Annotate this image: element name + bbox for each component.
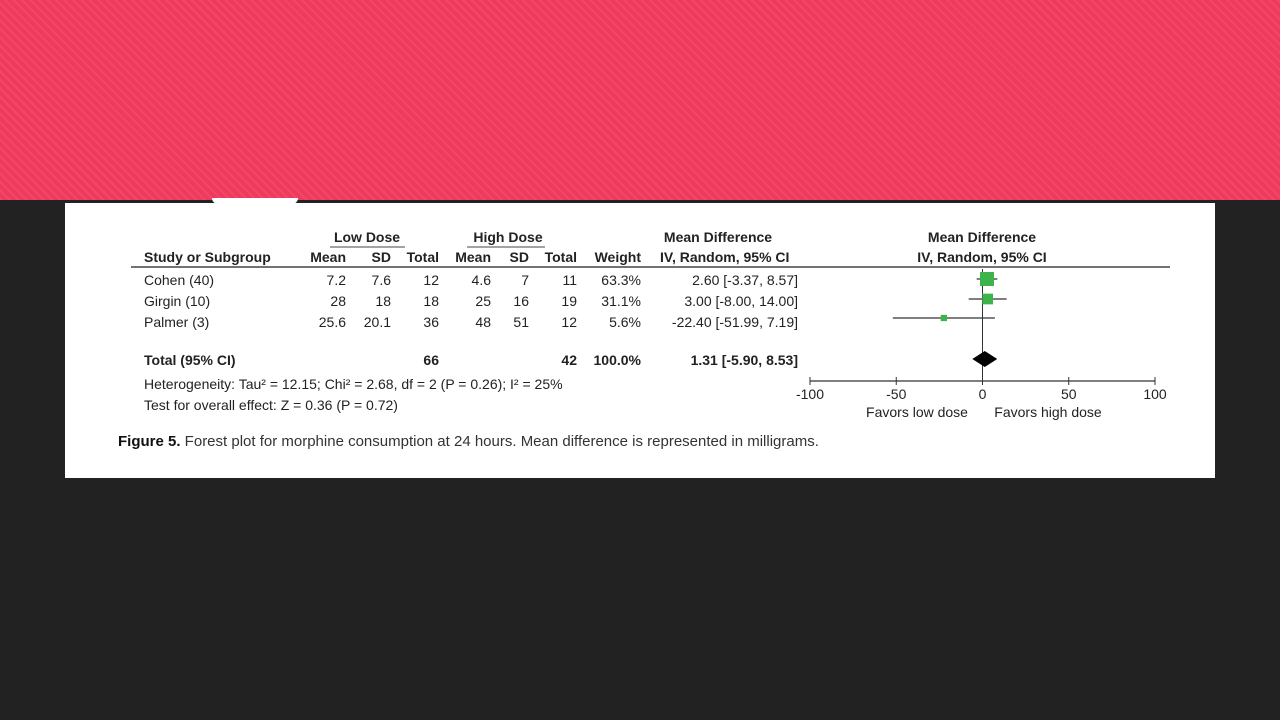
- total-weight: 100.0%: [593, 352, 641, 368]
- caption-text: Forest plot for morphine consumption at 24 hours. Mean difference is represented in milligrams.: [180, 433, 819, 450]
- col-low-mean: Mean: [310, 249, 346, 265]
- col-high-total: Total: [544, 249, 577, 265]
- study-name: Palmer (3): [144, 314, 210, 330]
- study-name: Girgin (10): [144, 293, 211, 309]
- col-method-plot: IV, Random, 95% CI: [917, 249, 1047, 265]
- forest-plot-figure: [65, 203, 1215, 478]
- ci-text: 3.00 [-8.00, 14.00]: [684, 293, 798, 309]
- overall-effect-text: Test for overall effect: Z = 0.36 (P = 0.72): [144, 397, 398, 413]
- low-mean: 25.6: [318, 314, 346, 330]
- plot-area: [796, 269, 1167, 402]
- weight: 31.1%: [601, 293, 641, 309]
- caption-label: Figure 5.: [118, 433, 181, 450]
- heterogeneity-text: Heterogeneity: Tau² = 12.15; Chi² = 2.68, df = 2 (P = 0.26); I² = 25%: [144, 376, 563, 392]
- high-sd: 51: [513, 314, 529, 330]
- figure-caption: [118, 433, 819, 450]
- low-sd: 18: [375, 293, 391, 309]
- col-study: Study or Subgroup: [144, 249, 271, 265]
- study-row: [144, 272, 798, 288]
- effect-marker: [982, 294, 993, 305]
- total-label: Total (95% CI): [144, 352, 236, 368]
- low-sd: 7.6: [371, 272, 391, 288]
- col-high-sd: SD: [509, 249, 529, 265]
- effect-marker: [941, 315, 947, 321]
- x-tick-label: -50: [886, 386, 907, 402]
- high-dose-header: High Dose: [473, 229, 543, 245]
- low-sd: 20.1: [363, 314, 391, 330]
- ci-text: 2.60 [-3.37, 8.57]: [692, 272, 798, 288]
- col-low-sd: SD: [371, 249, 391, 265]
- low-dose-header: Low Dose: [333, 229, 401, 245]
- favors-left-label: Favors low dose: [866, 404, 968, 420]
- study-name: Cohen (40): [144, 272, 215, 288]
- weight: 63.3%: [601, 272, 641, 288]
- x-tick-label: 100: [1143, 386, 1167, 402]
- high-total: 11: [562, 272, 577, 288]
- favors-right-label: Favors high dose: [994, 404, 1102, 420]
- md-ci-header: Mean Difference: [663, 229, 773, 245]
- ci-text: -22.40 [-51.99, 7.19]: [671, 314, 798, 330]
- study-row: [144, 314, 798, 330]
- high-mean: 48: [475, 314, 491, 330]
- col-weight: Weight: [594, 249, 641, 265]
- study-row: [144, 293, 798, 309]
- total-low: 66: [423, 352, 439, 368]
- x-tick-label: 50: [1060, 386, 1077, 402]
- effect-marker: [980, 272, 994, 286]
- col-high-mean: Mean: [455, 249, 491, 265]
- total-ci: 1.31 [-5.90, 8.53]: [690, 352, 798, 368]
- md-plot-header: Mean Difference: [927, 229, 1037, 245]
- col-low-total: Total: [406, 249, 439, 265]
- low-total: 12: [423, 272, 439, 288]
- high-mean: 4.6: [471, 272, 491, 288]
- low-mean: 28: [330, 293, 346, 309]
- high-mean: 25: [475, 293, 491, 309]
- header-banner: [0, 0, 1280, 200]
- total-high: 42: [561, 352, 577, 368]
- col-method: IV, Random, 95% CI: [660, 249, 790, 265]
- x-tick-label: -100: [795, 386, 825, 402]
- pooled-diamond: [972, 351, 997, 367]
- high-sd: 7: [521, 272, 529, 288]
- high-total: 12: [561, 314, 577, 330]
- total-row: [144, 352, 798, 368]
- high-sd: 16: [513, 293, 529, 309]
- low-total: 36: [423, 314, 439, 330]
- low-total: 18: [423, 293, 439, 309]
- high-total: 19: [561, 293, 577, 309]
- low-mean: 7.2: [326, 272, 346, 288]
- weight: 5.6%: [609, 314, 641, 330]
- x-tick-label: 0: [978, 386, 987, 402]
